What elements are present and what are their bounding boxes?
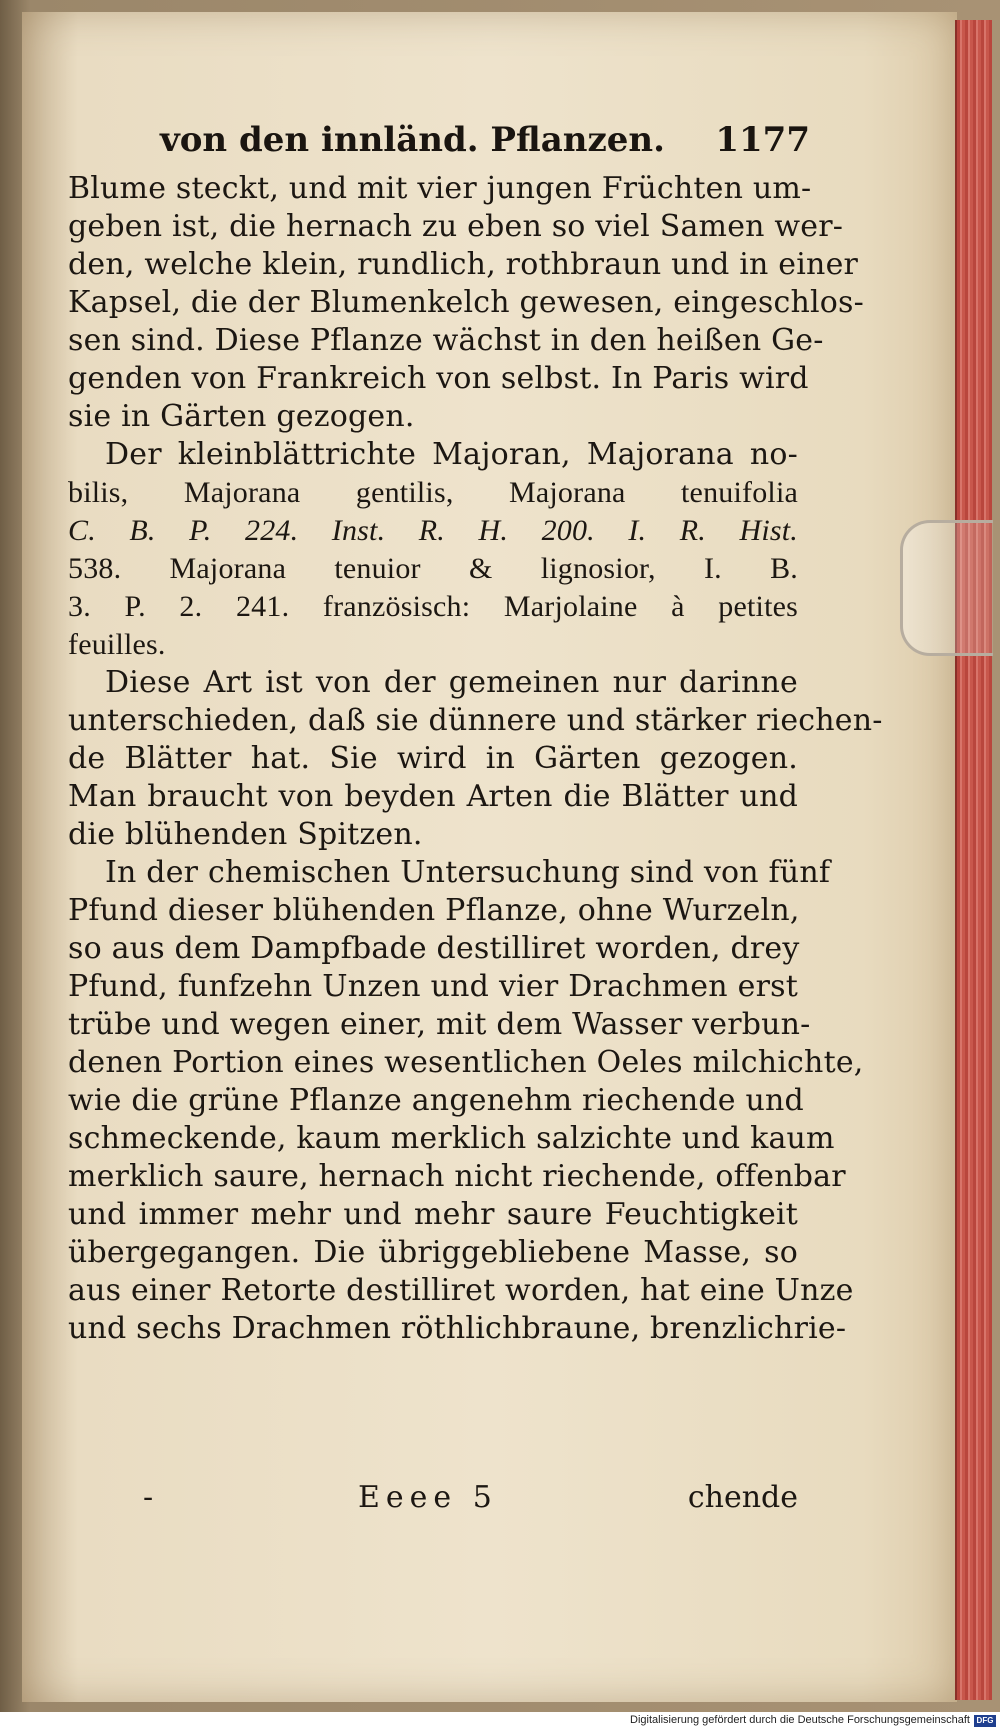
text-line: und sechs Drachmen röthlichbraune, brenzlichrie-: [68, 1311, 847, 1346]
text-line: Kapsel, die der Blumenkelch gewesen, eingeschlos-: [68, 285, 864, 320]
running-head: [160, 120, 810, 170]
text-line: C. B. P. 224. Inst. R. H. 200. I. R. Hist.: [68, 514, 798, 547]
credit-text: Digitalisierung gefördert durch die Deutsche Forschungsgemeinschaft: [630, 1714, 970, 1726]
text-line: den, welche klein, rundlich, rothbraun und in einer: [68, 247, 859, 282]
text-line: de Blätter hat. Sie wird in Gärten gezogen.: [68, 741, 798, 776]
text-line: aus einer Retorte destilliret worden, hat eine Unze: [68, 1273, 854, 1308]
text-line: sie in Gärten gezogen.: [68, 399, 415, 434]
text-line: Pfund dieser blühenden Pflanze, ohne Wurzeln,: [68, 893, 800, 928]
text-line: trübe und wegen einer, mit dem Wasser verbun-: [68, 1007, 811, 1042]
page-number: 1177: [715, 120, 810, 160]
page-holder-clip: [900, 520, 993, 656]
text-line: Blume steckt, und mit vier jungen Früchten um-: [68, 171, 812, 206]
text-line: Pfund, funfzehn Unzen und vier Drachmen erst: [68, 969, 798, 1004]
text-line: schmeckende, kaum merklich salzichte und kaum: [68, 1121, 835, 1156]
text-line: 3. P. 2. 241. französisch: Marjolaine à petites: [68, 590, 798, 623]
page-footer: [68, 1480, 798, 1525]
text-line: merklich saure, hernach nicht riechende, offenbar: [68, 1159, 846, 1194]
text-line: sen sind. Diese Pflanze wächst in den heißen Ge-: [68, 323, 824, 358]
text-line: bilis, Majorana gentilis, Majorana tenuifolia: [68, 476, 798, 509]
text-line: 538. Majorana tenuior & lignosior, I. B.: [68, 552, 798, 585]
text-line: unterschieden, daß sie dünnere und stärker riechen-: [68, 703, 883, 738]
text-line: denen Portion eines wesentlichen Oeles milchichte,: [68, 1045, 864, 1080]
text-line: genden von Frankreich von selbst. In Paris wird: [68, 361, 809, 396]
text-line: Man braucht von beyden Arten die Blätter und: [68, 779, 798, 814]
text-line: In der chemischen Untersuchung sind von fünf: [105, 855, 831, 890]
signature-mark: Eeee 5: [358, 1480, 498, 1515]
text-line: Diese Art ist von der gemeinen nur darinne: [105, 665, 798, 700]
text-line: und immer mehr und mehr saure Feuchtigkeit: [68, 1197, 798, 1232]
text-line: die blühenden Spitzen.: [68, 817, 423, 852]
text-line: feuilles.: [68, 628, 166, 661]
dfg-logo: DFG: [974, 1715, 996, 1727]
text-line: so aus dem Dampfbade destilliret worden, drey: [68, 931, 800, 966]
text-line: übergegangen. Die übriggebliebene Masse, so: [68, 1235, 798, 1270]
text-line: wie die grüne Pflanze angenehm riechende und: [68, 1083, 804, 1118]
page-edges: [955, 20, 992, 1700]
footer-mark: -: [143, 1480, 154, 1515]
catchword: chende: [687, 1480, 798, 1515]
credit-bar: [0, 1712, 1000, 1730]
text-line: geben ist, die hernach zu eben so viel Samen wer-: [68, 209, 844, 244]
text-line: Der kleinblättrichte Majoran, Majorana no-: [105, 437, 798, 472]
running-title: von den innländ. Pflanzen.: [160, 120, 665, 160]
